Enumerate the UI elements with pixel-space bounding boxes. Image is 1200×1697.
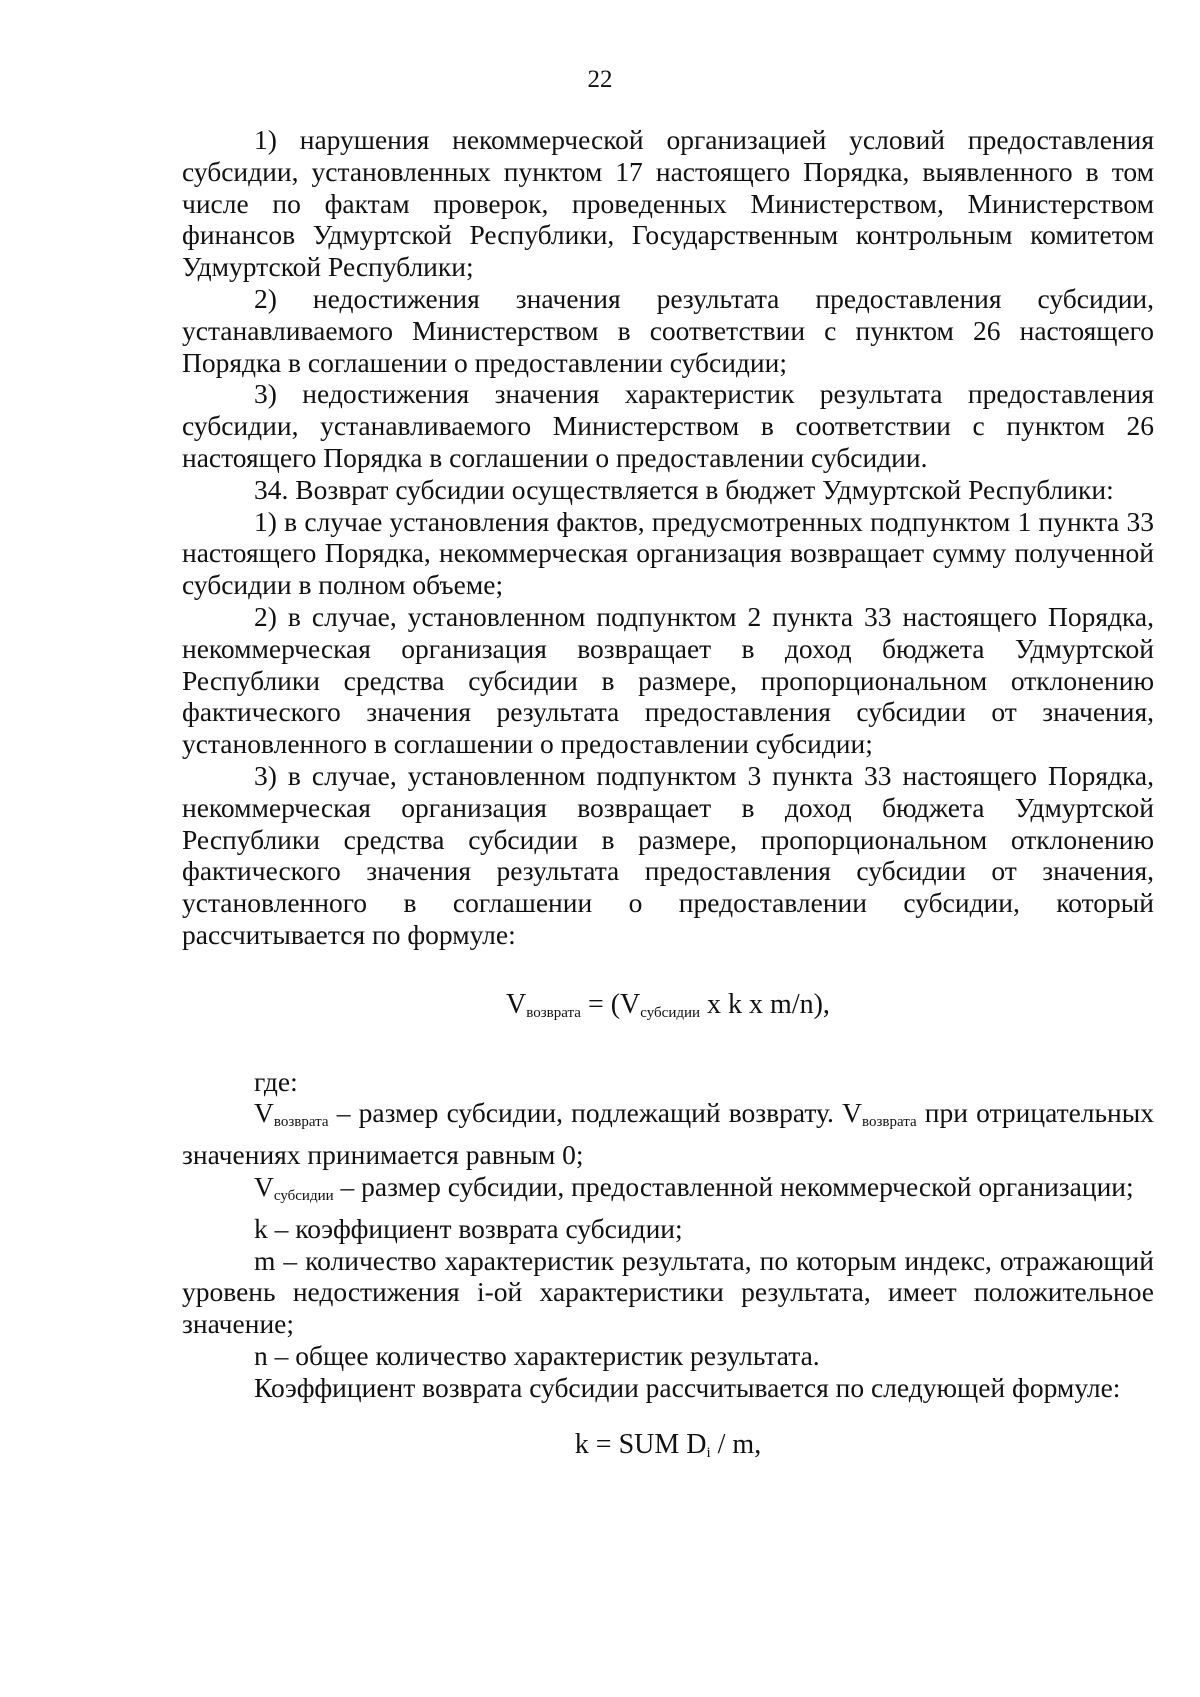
where-label: где: bbox=[254, 1065, 298, 1097]
coefficient-intro: Коэффициент возврата субсидии рассчитывается по следующей формуле: bbox=[254, 1371, 1121, 1403]
paragraph-return-proportional-3: 3) в случае, установленном подпунктом 3 пункта 33 настоящего Порядка, некоммерческая организация возвращает в доход бюджета Удмуртской Республики средства субсидии в размере, пропорциональном отклонению фактического значения результата предоставления субсидии от значения, установленного в соглашении о предоставлении субсидии, который рассчитывается по формуле: bbox=[182, 759, 1154, 950]
document-body bbox=[182, 124, 1154, 1470]
paragraph-violation: 1) нарушения некоммерческой организацией условий предоставления субсидии, установленных пунктом 17 настоящего Порядка, выявленного в том числе по фактам проверок, проведенных Министерством, Министерством финансов Удмуртской Республики, Государственным контрольным комитетом Удмуртской Республики; bbox=[182, 124, 1154, 283]
paragraph-characteristics-not-achieved: 3) недостижения значения характеристик результата предоставления субсидии, устанавливаемого Министерством в соответствии с пунктом 26 настоящего Порядка в соглашении о предоставлении субсидии. bbox=[182, 378, 1154, 473]
definition-n: n – общее количество характеристик результата. bbox=[254, 1339, 820, 1371]
paragraph-return-full: 1) в случае установления фактов, предусмотренных подпунктом 1 пункта 33 настоящего Порядка, некоммерческая организация возвращает сумму полученной субсидии в полном объеме; bbox=[182, 505, 1154, 601]
formula-coefficient: k = SUM $D_i$ / m, bbox=[574, 1429, 762, 1462]
paragraph-34-return: 34. Возврат субсидии осуществляется в бюджет Удмуртской Республики: bbox=[254, 473, 1114, 505]
definition-v-subsidy: $V_{субсидии}$ – размер субсидии, предоставленной некоммерческой организации; bbox=[254, 1170, 1134, 1204]
definition-k: k – коэффициент возврата субсидии; bbox=[254, 1212, 683, 1244]
formula-return-amount: $V_{возврата} = (V_{субсидии}$ x k x m/n), bbox=[506, 988, 830, 1021]
definition-m: m – количество характеристик результата, по которым индекс, отражающий уровень недостижения i-ой характеристики результата, имеет положительное значение; bbox=[182, 1244, 1154, 1340]
paragraph-result-not-achieved: 2) недостижения значения результата предоставления субсидии, устанавливаемого Министерством в соответствии с пунктом 26 настоящего Порядка в соглашении о предоставлении субсидии; bbox=[182, 282, 1154, 378]
page-number: 22 bbox=[587, 66, 613, 93]
definition-v-return: $V_{возврата}$ – размер субсидии, подлежащий возврату. $V_{возврата}$ при отрицательных значениях принимается равным 0; bbox=[182, 1097, 1154, 1171]
paragraph-return-proportional-2: 2) в случае, установленном подпунктом 2 пункта 33 настоящего Порядка, некоммерческая организация возвращает в доход бюджета Удмуртской Республики средства субсидии в размере, пропорциональном отклонению фактического значения результата предоставления субсидии от значения, установленного в соглашении о предоставлении субсидии; bbox=[182, 600, 1154, 760]
